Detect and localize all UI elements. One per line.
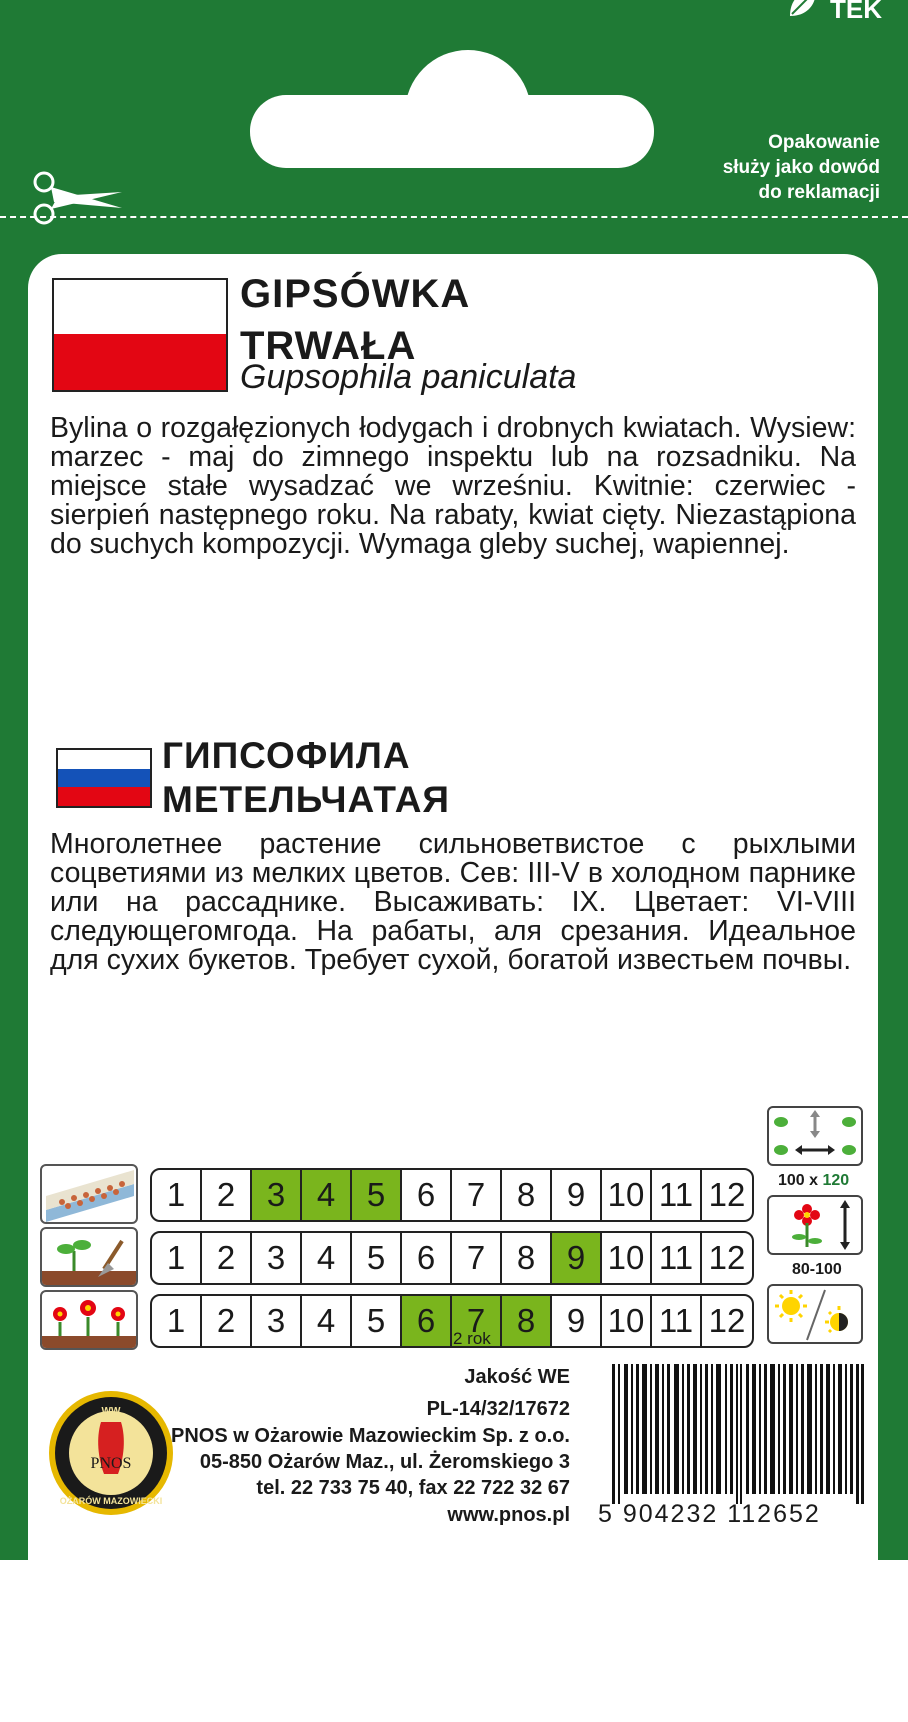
reclamation-line: służy jako dowód bbox=[722, 157, 880, 178]
month-cell: 5 bbox=[352, 1233, 402, 1283]
month-cell-active: 5 bbox=[352, 1170, 402, 1220]
month-cell-active: 6 bbox=[402, 1296, 452, 1346]
height-label: 80-100 bbox=[792, 1261, 842, 1278]
month-cell-active: 4 bbox=[302, 1170, 352, 1220]
seal-mid-text: PNOS bbox=[90, 1455, 132, 1472]
spacing-label bbox=[778, 1172, 849, 1190]
description-ru: Многолетнее растение сильноветвистое с рыхлыми соцветиями из мелких цветов. Сев: III-V в холодном парнике или на рассаднике. Высаживать: IX. Цветает: VI-VIII следующегомгода. На рабаты, аля срезания. Идеальное для сухих букетов. Требует сухой, богатой известьем почвы. bbox=[50, 828, 856, 976]
pnos-seal-logo bbox=[46, 1388, 176, 1518]
hang-hole bbox=[250, 95, 654, 168]
registry-number: PL-14/32/17672 bbox=[426, 1398, 570, 1420]
reclamation-line: Opakowanie bbox=[768, 132, 880, 153]
title-line: МЕТЕЛЬЧАТАЯ bbox=[162, 779, 451, 820]
month-cell: 1 bbox=[152, 1296, 202, 1346]
title-line: GIPSÓWKA bbox=[240, 272, 471, 316]
month-cell: 5 bbox=[352, 1296, 402, 1346]
month-cell: 11 bbox=[652, 1170, 702, 1220]
transplant-seedling-icon bbox=[40, 1227, 138, 1287]
second-year-note: 2 rok bbox=[453, 1329, 491, 1348]
russia-flag-icon bbox=[56, 748, 152, 808]
month-cell: 10 bbox=[602, 1233, 652, 1283]
spacing-value-a: 100 x bbox=[778, 1172, 819, 1189]
month-cell: 7 bbox=[452, 1233, 502, 1283]
month-cell: 8 bbox=[502, 1170, 552, 1220]
seal-top-text: WW bbox=[101, 1406, 121, 1417]
seal-ring-text: OŻARÓW MAZOWIECKI bbox=[59, 1496, 163, 1506]
company-website[interactable]: www.pnos.pl bbox=[447, 1504, 570, 1526]
month-cell: 3 bbox=[252, 1296, 302, 1346]
month-cell: 2 bbox=[202, 1170, 252, 1220]
month-cell: 12 bbox=[708, 1176, 746, 1213]
month-cell: 4 bbox=[302, 1296, 352, 1346]
spacing-value-b: 120 bbox=[822, 1172, 850, 1189]
plant-title-pl bbox=[240, 268, 470, 372]
quality-label: Jakość WE bbox=[464, 1366, 570, 1388]
poland-flag-icon bbox=[52, 278, 228, 392]
brand-name: TEK bbox=[830, 0, 882, 24]
month-cell: 9 bbox=[552, 1296, 602, 1346]
month-cell: 8 bbox=[502, 1233, 552, 1283]
month-cell: 1 bbox=[152, 1233, 202, 1283]
title-line: ГИПСОФИЛА bbox=[162, 735, 411, 776]
reclamation-line: do reklamacji bbox=[758, 182, 880, 203]
calendar-row-sowing bbox=[150, 1168, 754, 1222]
title-line: TRWAŁA bbox=[240, 324, 417, 368]
month-cell: 2 bbox=[202, 1233, 252, 1283]
plant-spacing-icon bbox=[767, 1106, 863, 1166]
month-cell-active: 7 bbox=[452, 1296, 502, 1346]
month-cell: 6 bbox=[402, 1233, 452, 1283]
month-cell: 9 bbox=[552, 1170, 602, 1220]
month-cell: 12 bbox=[708, 1302, 746, 1339]
company-phone: tel. 22 733 75 40, fax 22 722 32 67 bbox=[256, 1477, 570, 1499]
sun-exposure-icon bbox=[767, 1284, 863, 1344]
company-address: 05-850 Ożarów Maz., ul. Żeromskiego 3 bbox=[199, 1451, 570, 1473]
sowing-tray-icon bbox=[40, 1164, 138, 1224]
reclamation-note bbox=[620, 130, 880, 205]
month-cell-active: 9 bbox=[552, 1233, 602, 1283]
month-cell: 7 bbox=[452, 1170, 502, 1220]
plant-title-ru bbox=[162, 734, 450, 822]
month-cell-active: 3 bbox=[252, 1170, 302, 1220]
leaf-logo-icon bbox=[786, 0, 820, 20]
month-cell: 2 bbox=[202, 1296, 252, 1346]
barcode bbox=[612, 1364, 864, 1504]
flowering-icon bbox=[40, 1290, 138, 1350]
latin-name: Gupsophila paniculata bbox=[240, 358, 577, 396]
month-cell: 10 bbox=[602, 1296, 652, 1346]
month-cell: 11 bbox=[652, 1233, 702, 1283]
month-cell: 12 bbox=[708, 1239, 746, 1276]
plant-height-icon bbox=[767, 1195, 863, 1255]
month-cell-active: 8 bbox=[502, 1296, 552, 1346]
month-cell: 6 bbox=[402, 1170, 452, 1220]
description-pl: Bylina o rozgałęzionych łodygach i drobnych kwiatach. Wysiew: marzec - maj do zimnego inspektu lub na rozsadniku. Na miejsce stałe wysadzać we wrześniu. Kwitnie: czerwiec - sierpień następnego roku. Na rabaty, kwiat cięty. Niezastąpiona do suchych kompozycji. Wymaga gleby suchej, wapiennej. bbox=[50, 412, 856, 560]
company-name: PNOS w Ożarowie Mazowieckim Sp. z o.o. bbox=[171, 1425, 570, 1447]
calendar-row-transplant bbox=[150, 1231, 754, 1285]
month-cell: 1 bbox=[152, 1170, 202, 1220]
month-cell: 4 bbox=[302, 1233, 352, 1283]
calendar-row-flowering bbox=[150, 1294, 754, 1348]
cut-line bbox=[0, 216, 908, 218]
month-cell: 10 bbox=[602, 1170, 652, 1220]
month-cell: 11 bbox=[652, 1296, 702, 1346]
barcode-number: 5 904232 112652 bbox=[598, 1500, 821, 1528]
month-cell: 3 bbox=[252, 1233, 302, 1283]
scissors-icon bbox=[30, 168, 130, 228]
